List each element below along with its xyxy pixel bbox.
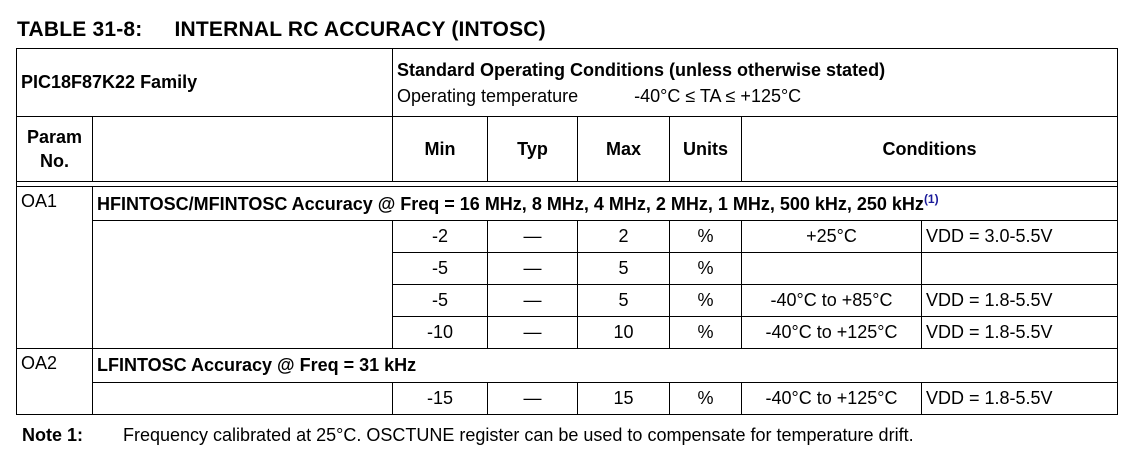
table-note — [22, 425, 914, 446]
header-row-conditions — [17, 49, 1118, 117]
col-min: Min — [393, 117, 488, 182]
col-typ: Typ — [488, 117, 578, 182]
param-oa2: OA2 — [17, 349, 93, 415]
cell-max: 10 — [578, 317, 670, 349]
cell-min: -10 — [393, 317, 488, 349]
cell-units: % — [670, 221, 742, 253]
col-description — [93, 117, 393, 182]
cell-min: -2 — [393, 221, 488, 253]
table-title — [17, 18, 546, 42]
note-label: Note 1: — [22, 425, 84, 445]
temp-label: Operating temperature — [397, 85, 579, 106]
col-units: Units — [670, 117, 742, 182]
cell-units: % — [670, 253, 742, 285]
cell-max: 5 — [578, 285, 670, 317]
temp-range: -40°C ≤ TA ≤ +125°C — [634, 85, 802, 106]
cell-max: 15 — [578, 383, 670, 415]
cell-typ: — — [488, 383, 578, 415]
accuracy-table — [16, 48, 1118, 415]
cell-typ: — — [488, 317, 578, 349]
header-row-columns — [17, 117, 1118, 182]
cell-cond-temp: +25°C — [742, 221, 922, 253]
cell-cond-vdd: VDD = 3.0-5.5V — [922, 221, 1118, 253]
group-description-text: HFINTOSC/MFINTOSC Accuracy @ Freq = 16 MHz, 8 MHz, 4 MHz, 2 MHz, 1 MHz, 500 kHz, 250 kHz — [97, 194, 924, 214]
description-spacer — [93, 221, 393, 349]
operating-conditions-cell — [393, 49, 1118, 117]
cell-min: -15 — [393, 383, 488, 415]
cell-max: 2 — [578, 221, 670, 253]
conditions-title: Standard Operating Conditions (unless otherwise stated) — [397, 59, 886, 80]
note-text: Frequency calibrated at 25°C. OSCTUNE register can be used to compensate for temperature drift. — [123, 425, 914, 445]
cell-max: 5 — [578, 253, 670, 285]
cell-cond-temp: -40°C to +85°C — [742, 285, 922, 317]
family-cell: PIC18F87K22 Family — [17, 49, 393, 117]
group-row-oa1 — [17, 187, 1118, 221]
group-description-oa2: LFINTOSC Accuracy @ Freq = 31 kHz — [93, 349, 1118, 383]
cell-min: -5 — [393, 253, 488, 285]
group-row-oa2 — [17, 349, 1118, 383]
cell-units: % — [670, 383, 742, 415]
group-description-oa1 — [93, 187, 1118, 221]
table-name: INTERNAL RC ACCURACY (INTOSC) — [174, 18, 546, 41]
note-ref-link[interactable]: (1) — [923, 192, 939, 206]
col-conditions: Conditions — [742, 117, 1118, 182]
cell-units: % — [670, 317, 742, 349]
table-number: TABLE 31-8: — [17, 18, 143, 41]
cell-cond-temp — [742, 253, 922, 285]
cell-cond-vdd: VDD = 1.8-5.5V — [922, 383, 1118, 415]
cell-typ: — — [488, 285, 578, 317]
cell-units: % — [670, 285, 742, 317]
col-param-no: Param No. — [17, 117, 93, 182]
description-spacer — [93, 383, 393, 415]
col-max: Max — [578, 117, 670, 182]
cell-cond-vdd: VDD = 1.8-5.5V — [922, 285, 1118, 317]
cell-typ: — — [488, 253, 578, 285]
param-oa1: OA1 — [17, 187, 93, 349]
table-row — [17, 221, 1118, 253]
cell-cond-vdd — [922, 253, 1118, 285]
table-row — [17, 383, 1118, 415]
cell-typ: — — [488, 221, 578, 253]
operating-temperature — [397, 83, 1117, 109]
cell-min: -5 — [393, 285, 488, 317]
cell-cond-vdd: VDD = 1.8-5.5V — [922, 317, 1118, 349]
cell-cond-temp: -40°C to +125°C — [742, 383, 922, 415]
cell-cond-temp: -40°C to +125°C — [742, 317, 922, 349]
